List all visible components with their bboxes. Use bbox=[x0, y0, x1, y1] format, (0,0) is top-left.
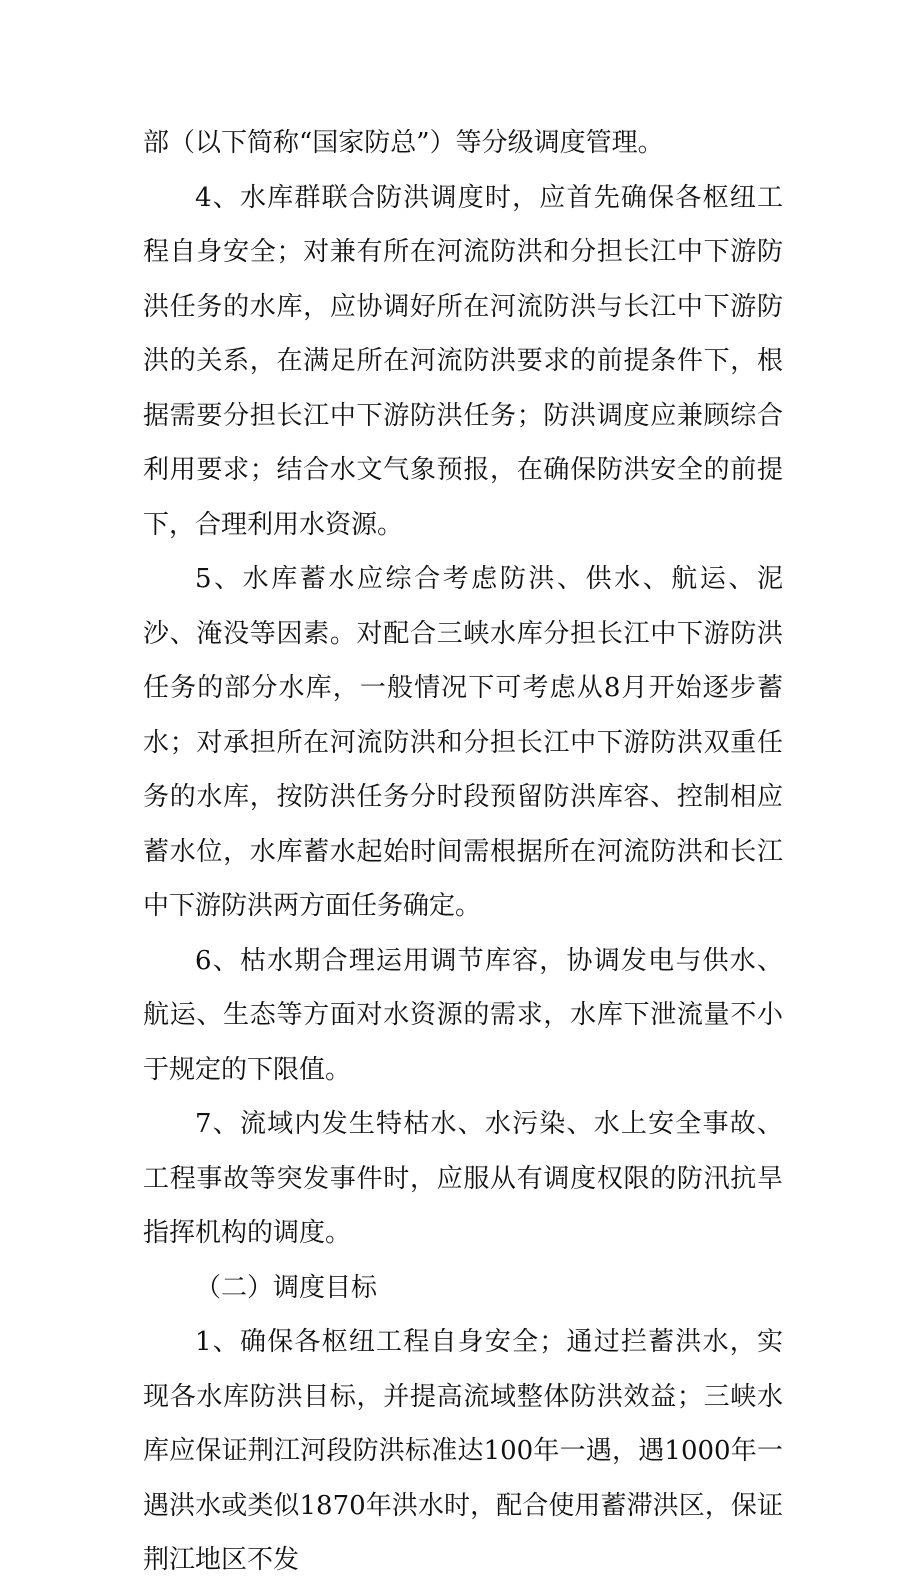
paragraph-item-5: 5、水库蓄水应综合考虑防洪、供水、航运、泥沙、淹没等因素。对配合三峡水库分担长江中下游防洪任务的部分水库，一般情况下可考虑从8月开始逐步蓄水；对承担所在河流防洪和分担长江中下游防洪双重任务的水库，按防洪任务分时段预留防洪库容、控制相应蓄水位，水库蓄水起始时间需根据所在河流防洪和长江中下游防洪两方面任务确定。 bbox=[143, 564, 783, 921]
paragraph-continuation: 部（以下简称“国家防总”）等分级调度管理。 bbox=[143, 128, 664, 158]
paragraph-item-6: 6、枯水期合理运用调节库容，协调发电与供水、航运、生态等方面对水资源的需求，水库下泄流量不小于规定的下限值。 bbox=[143, 945, 783, 1085]
paragraph-goal-1: 1、确保各枢纽工程自身安全；通过拦蓄洪水，实现各水库防洪目标，并提高流域整体防洪效益；三峡水库应保证荆江河段防洪标准达100年一遇，遇1000年一遇洪水或类似1870年洪水时，配合使用蓄滞洪区，保证荆江地区不发 bbox=[143, 1327, 783, 1575]
paragraph-item-4: 4、水库群联合防洪调度时，应首先确保各枢纽工程自身安全；对兼有所在河流防洪和分担长江中下游防洪任务的水库，应协调好所在河流防洪与长江中下游防洪的关系，在满足所在河流防洪要求的前提条件下，根据需要分担长江中下游防洪任务；防洪调度应兼顾综合利用要求；结合水文气象预报，在确保防洪安全的前提下，合理利用水资源。 bbox=[143, 182, 783, 540]
paragraph-item-7: 7、流域内发生特枯水、水污染、水上安全事故、工程事故等突发事件时，应服从有调度权限的防汛抗旱指挥机构的调度。 bbox=[143, 1109, 783, 1248]
section-heading: （二）调度目标 bbox=[195, 1272, 378, 1303]
document-body bbox=[143, 116, 783, 1588]
